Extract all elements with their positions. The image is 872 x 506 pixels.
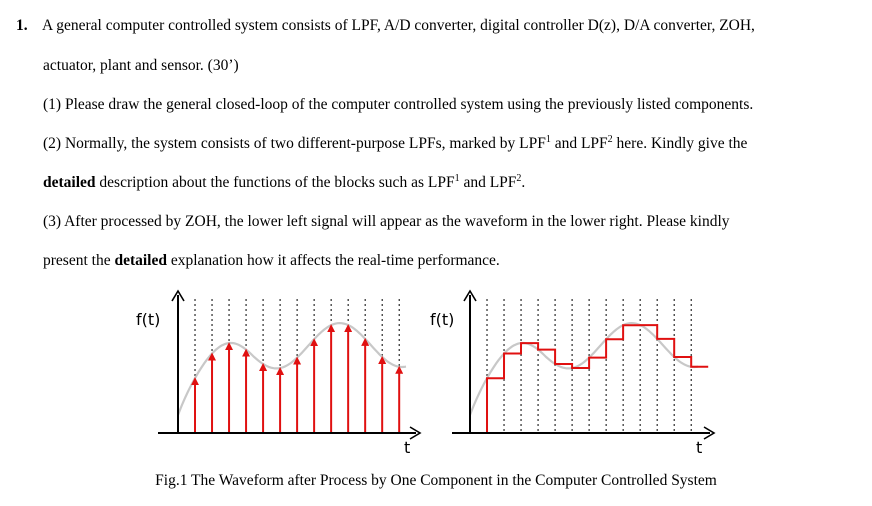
waveform-figure [130,285,730,465]
zoh-staircase [456,325,708,433]
left-y-label: f(t) [136,310,161,329]
question-part-3-line-1: (3) After processed by ZOH, the lower left signal will appear as the waveform in the lower right. Please kindly [43,213,730,230]
sampled-signal-plot [136,291,420,457]
question-number: 1. [16,17,28,34]
lpf2-superscript-2: 2 [516,172,522,184]
question-part-1: (1) Please draw the general closed-loop of the computer controlled system using the previously listed components. [43,96,754,113]
part2-bold: detailed [43,174,96,191]
part3-text-post: explanation how it affects the real-time performance. [166,252,500,269]
lpf1-superscript-2: 1 [454,172,460,184]
right-x-label: t [696,438,703,457]
lpf2-superscript: 2 [607,133,613,145]
part2-text-f: . [521,174,526,191]
question-line-2: actuator, plant and sensor. (30’) [43,57,239,74]
figure-caption: Fig.1 The Waveform after Process by One Component in the Computer Controlled System [155,472,717,489]
part2-text-b: and LPF [550,135,608,152]
part2-text-a: (2) Normally, the system consists of two different-purpose LPFs, marked by LPF [43,135,546,152]
left-x-label: t [404,438,411,457]
lpf1-superscript: 1 [545,133,551,145]
part3-text-pre: present the [43,252,115,269]
right-y-label: f(t) [430,310,455,329]
part2-text-c: here. Kindly give the [612,135,748,152]
part2-text-d: description about the functions of the blocks such as LPF [95,174,455,191]
question-part-3-line-2 [43,251,500,271]
part3-bold: detailed [114,252,167,269]
part2-text-e: and LPF [459,174,517,191]
zoh-output-plot [430,291,714,457]
question-part-2-line-2 [43,173,525,193]
question-intro: A general computer controlled system consists of LPF, A/D converter, digital controller D(z), D/A converter, ZOH, [42,17,755,34]
question-part-2-line-1 [43,134,747,154]
question-line-1 [16,16,755,36]
